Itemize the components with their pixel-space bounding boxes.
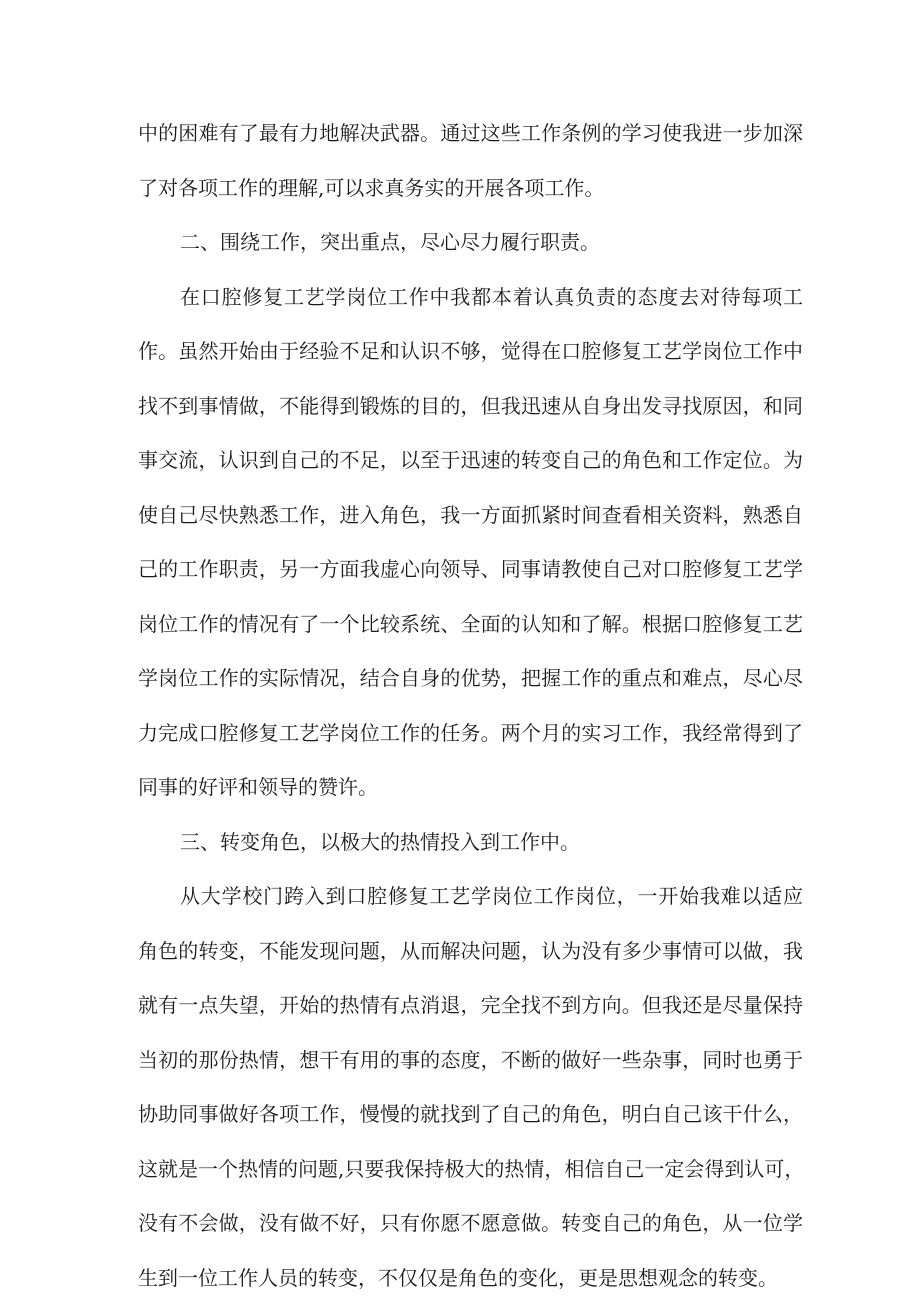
text-line: 使自己尽快熟悉工作，进入角色，我一方面抓紧时间查看相关资料，熟悉自 bbox=[138, 494, 803, 549]
paragraph-first-line: 从大学校门跨入到口腔修复工艺学岗位工作岗位，一开始我难以适应 bbox=[138, 875, 803, 930]
text-line: 中的困难有了最有力地解决武器。通过这些工作条例的学习使我进一步加深 bbox=[138, 112, 803, 167]
text-line: 同事的好评和领导的赞许。 bbox=[138, 766, 803, 821]
text-line: 协助同事做好各项工作，慢慢的就找到了自己的角色，明白自己该干什么， bbox=[138, 1093, 803, 1148]
text-line: 找不到事情做，不能得到锻炼的目的，但我迅速从自身出发寻找原因，和同 bbox=[138, 385, 803, 440]
text-line: 生到一位工作人员的转变，不仅仅是角色的变化，更是思想观念的转变。 bbox=[138, 1257, 803, 1311]
text-line: 岗位工作的情况有了一个比较系统、全面的认知和了解。根据口腔修复工艺 bbox=[138, 603, 803, 658]
paragraph-first-line: 在口腔修复工艺学岗位工作中我都本着认真负责的态度去对待每项工 bbox=[138, 276, 803, 331]
text-line: 这就是一个热情的问题,只要我保持极大的热情，相信自己一定会得到认可， bbox=[138, 1148, 803, 1203]
text-line: 事交流，认识到自己的不足，以至于迅速的转变自己的角色和工作定位。为 bbox=[138, 439, 803, 494]
text-line: 学岗位工作的实际情况，结合自身的优势，把握工作的重点和难点，尽心尽 bbox=[138, 657, 803, 712]
text-line: 己的工作职责，另一方面我虚心向领导、同事请教使自己对口腔修复工艺学 bbox=[138, 548, 803, 603]
paragraph-first-line: 三、转变角色，以极大的热情投入到工作中。 bbox=[138, 821, 803, 876]
document-body bbox=[138, 112, 803, 1311]
text-line: 角色的转变，不能发现问题，从而解决问题，认为没有多少事情可以做，我 bbox=[138, 930, 803, 985]
text-line: 了对各项工作的理解,可以求真务实的开展各项工作。 bbox=[138, 167, 803, 222]
paragraph-first-line: 二、围绕工作，突出重点，尽心尽力履行职责。 bbox=[138, 221, 803, 276]
text-line: 力完成口腔修复工艺学岗位工作的任务。两个月的实习工作，我经常得到了 bbox=[138, 712, 803, 767]
text-line: 当初的那份热情，想干有用的事的态度，不断的做好一些杂事，同时也勇于 bbox=[138, 1039, 803, 1094]
text-line: 作。虽然开始由于经验不足和认识不够，觉得在口腔修复工艺学岗位工作中 bbox=[138, 330, 803, 385]
text-line: 没有不会做，没有做不好，只有你愿不愿意做。转变自己的角色，从一位学 bbox=[138, 1202, 803, 1257]
text-line: 就有一点失望，开始的热情有点消退，完全找不到方向。但我还是尽量保持 bbox=[138, 984, 803, 1039]
